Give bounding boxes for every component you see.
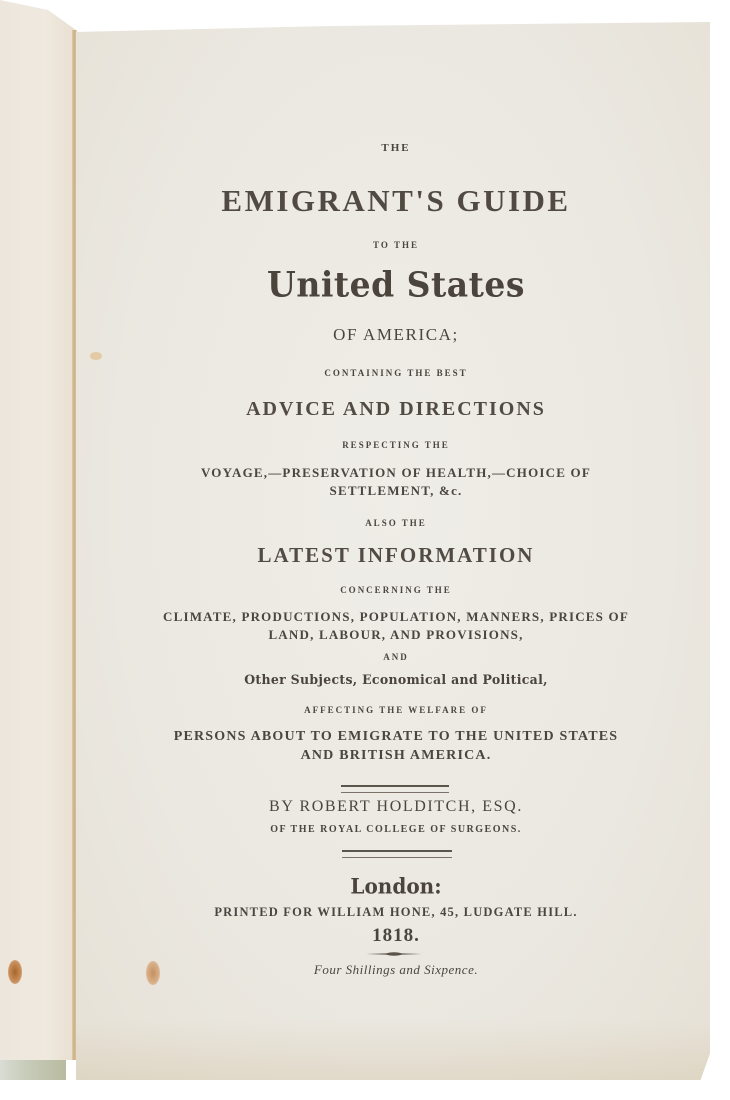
author-affiliation: OF THE ROYAL COLLEGE OF SURGEONS. <box>270 824 522 835</box>
title-the: THE <box>381 142 411 154</box>
latest-information: LATEST INFORMATION <box>257 543 535 567</box>
double-rule-bottom <box>342 850 452 858</box>
topics-line-2: SETTLEMENT, &c. <box>329 483 463 498</box>
printer-line: PRINTED FOR WILLIAM HONE, 45, LUDGATE HILL. <box>214 905 578 919</box>
publication-year: 1818. <box>372 925 420 946</box>
double-rule-top <box>341 785 449 793</box>
containing-the-best: CONTAINING THE BEST <box>324 368 468 378</box>
other-subjects-blackletter: Other Subjects, Economical and Political, <box>244 671 548 688</box>
price-line: Four Shillings and Sixpence. <box>313 962 479 977</box>
country-name-blackletter: United States <box>267 264 525 305</box>
subjects-line-2: LAND, LABOUR, AND PROVISIONS, <box>268 627 524 642</box>
concerning-the: CONCERNING THE <box>340 585 452 595</box>
also-the: ALSO THE <box>365 518 427 528</box>
respecting-the: RESPECTING THE <box>342 440 450 450</box>
persons-line-2: AND BRITISH AMERICA. <box>300 748 492 763</box>
place-london-blackletter: London: <box>350 873 442 899</box>
and-conjunction: AND <box>383 652 409 662</box>
affecting-the-welfare: AFFECTING THE WELFARE OF <box>304 705 488 715</box>
ornament-dash-icon <box>366 951 422 957</box>
topics-line-1: VOYAGE,—PRESERVATION OF HEALTH,—CHOICE OF <box>200 465 592 480</box>
main-title: EMIGRANT'S GUIDE <box>221 183 571 218</box>
advice-and-directions: ADVICE AND DIRECTIONS <box>246 398 546 420</box>
author-line: BY ROBERT HOLDITCH, ESQ. <box>269 798 523 815</box>
persons-line-1: PERSONS ABOUT TO EMIGRATE TO THE UNITED STATES <box>173 729 619 744</box>
subjects-line-1: CLIMATE, PRODUCTIONS, POPULATION, MANNERS, PRICES OF <box>162 609 630 624</box>
of-america: OF AMERICA; <box>333 325 459 344</box>
to-the: TO THE <box>373 240 419 250</box>
